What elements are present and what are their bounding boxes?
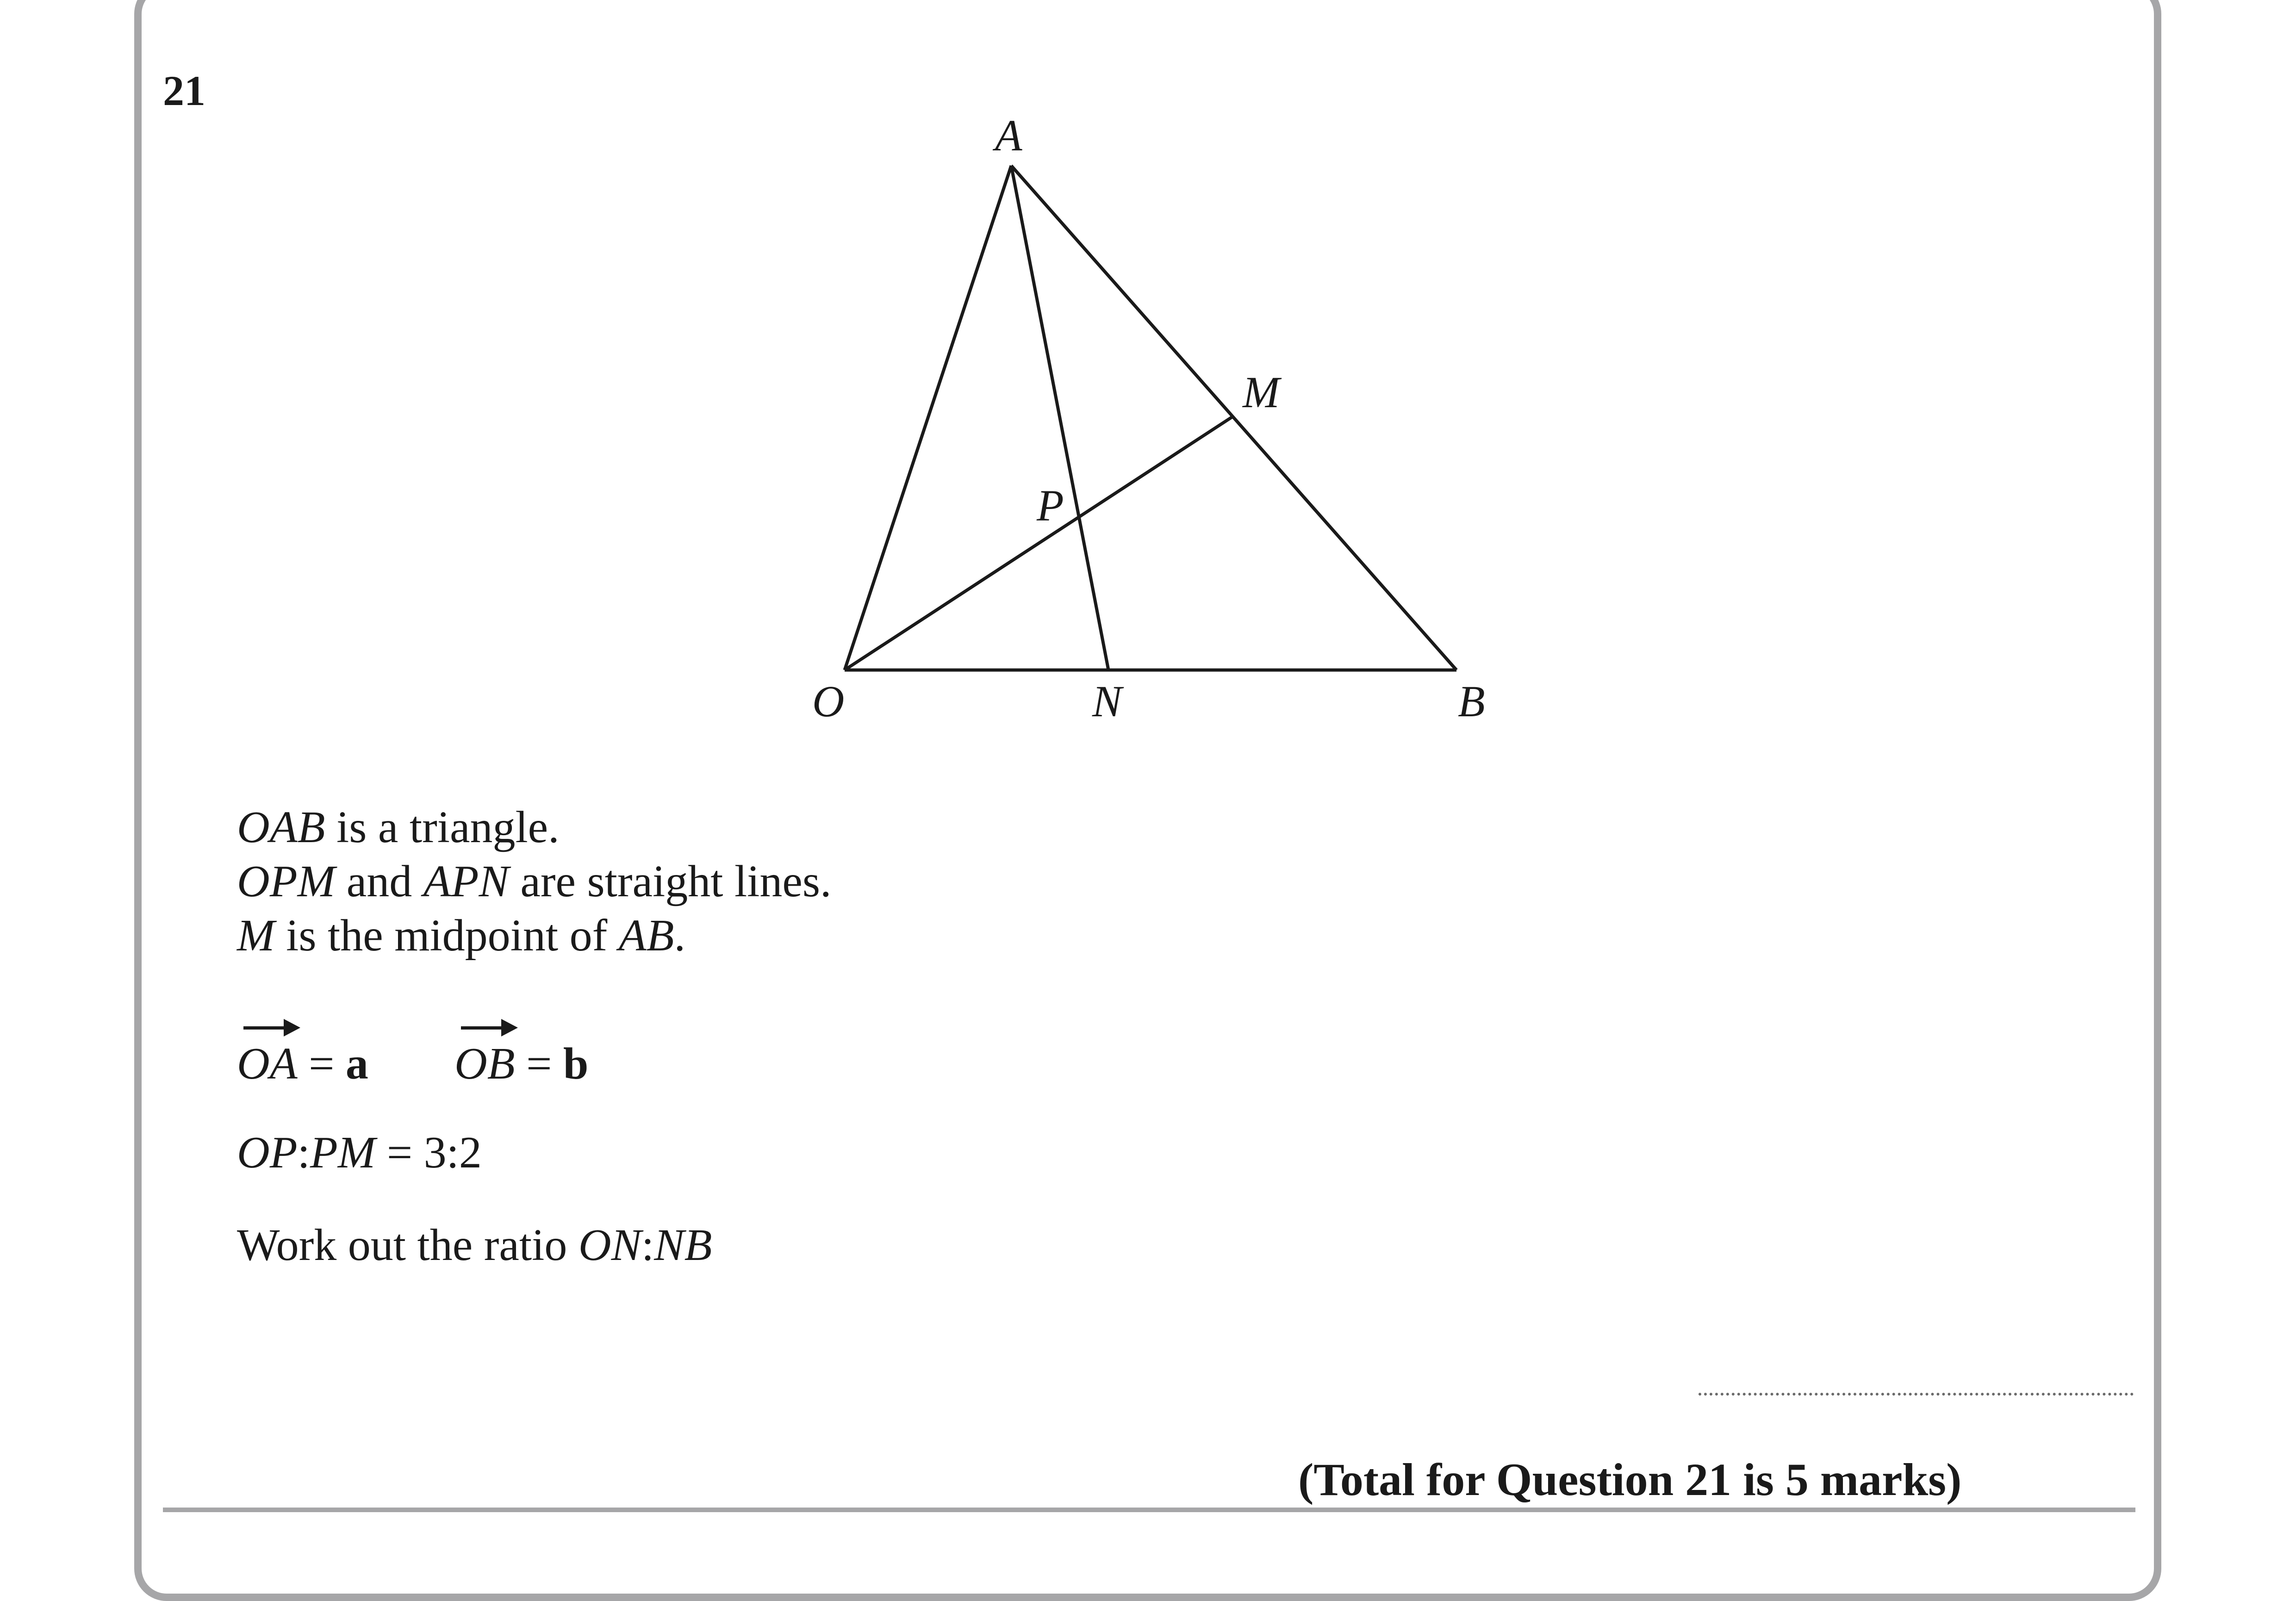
line-opm — [845, 416, 1233, 670]
vertex-label-o: O — [812, 676, 845, 726]
vector-ob: OB = b — [454, 1039, 589, 1089]
total-marks: (Total for Question 21 is 5 marks) — [1298, 1454, 1962, 1505]
segment-ab-name: AB — [618, 911, 674, 961]
vector-oa: OA = a — [237, 1039, 368, 1089]
midpoint-name: M — [237, 911, 275, 961]
statement-triangle: OAB is a triangle. — [237, 802, 560, 852]
question-number: 21 — [163, 67, 205, 114]
vector-oa-name: OA — [237, 1039, 298, 1089]
vector-a-value: a — [345, 1039, 368, 1089]
line-apn — [1011, 166, 1108, 670]
vector-ob-name: OB — [454, 1039, 515, 1089]
statements — [237, 800, 832, 963]
statement-midpoint: M is the midpoint of AB. — [237, 911, 686, 961]
ratio-statement: OP:PM = 3:2 — [237, 1128, 482, 1178]
bottom-rule — [163, 1508, 2135, 1512]
side-oa — [845, 166, 1011, 670]
side-ab — [1011, 166, 1456, 670]
task-instruction: Work out the ratio ON:NB — [237, 1220, 712, 1270]
statement-straight-lines: OPM and APN are straight lines. — [237, 856, 832, 906]
vertex-label-m: M — [1243, 367, 1280, 417]
vertex-label-n: N — [1092, 676, 1122, 726]
vertex-label-b: B — [1458, 676, 1485, 726]
line-opm-name: OPM — [237, 856, 336, 906]
triangle-name: OAB — [237, 802, 325, 852]
vertex-label-a: A — [995, 111, 1022, 160]
vertex-label-p: P — [1037, 481, 1064, 530]
answer-line[interactable] — [1699, 1393, 2134, 1396]
line-apn-name: APN — [423, 856, 509, 906]
vector-b-value: b — [563, 1039, 589, 1089]
